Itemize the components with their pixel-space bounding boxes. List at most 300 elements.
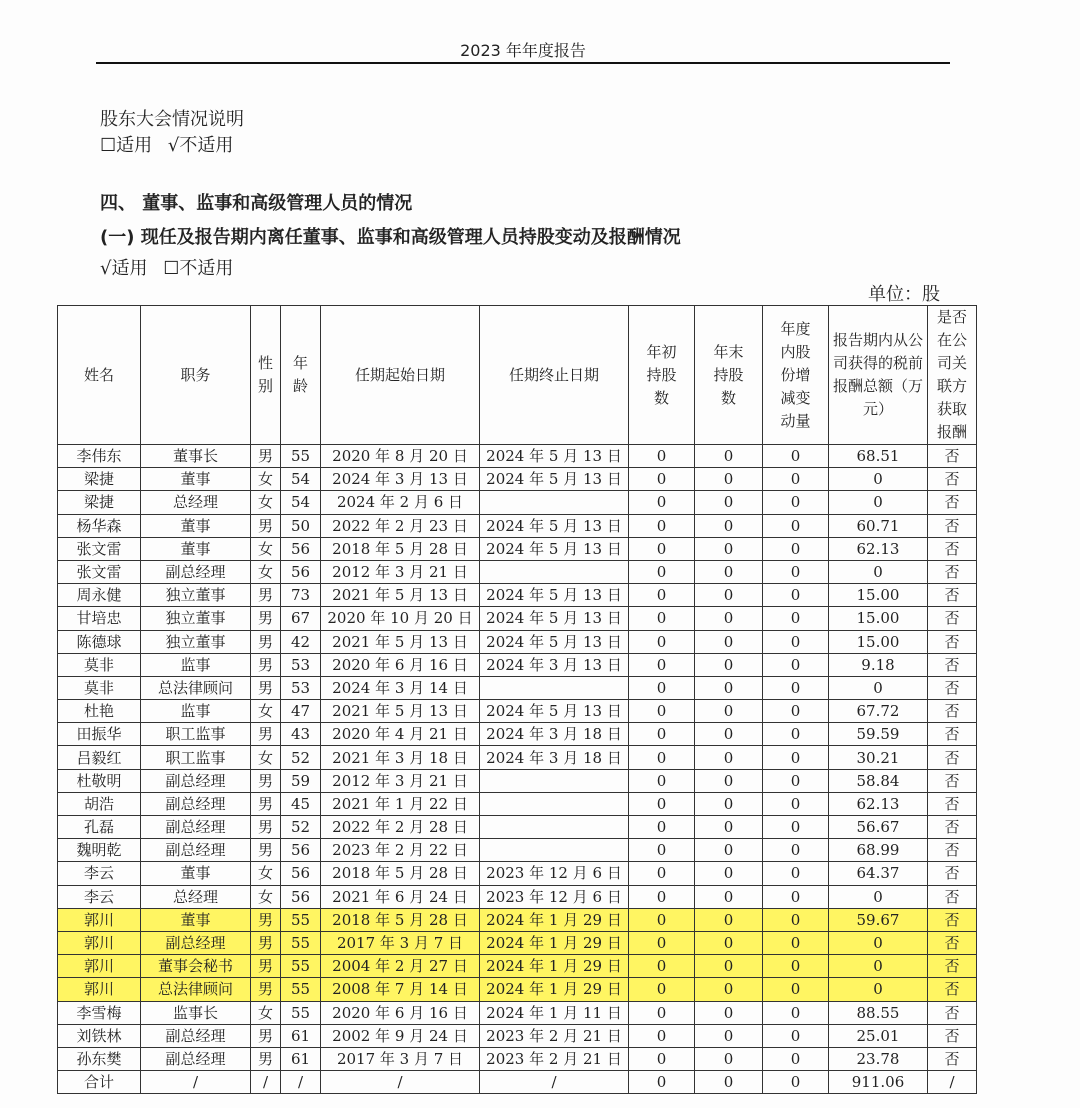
cell-share-change: 0 xyxy=(763,885,829,908)
cell-term-end: 2023 年 2 月 21 日 xyxy=(480,1024,629,1047)
cell-position: 独立董事 xyxy=(141,607,251,630)
cell-related-party-pay: 否 xyxy=(928,955,977,978)
cell-compensation: 0 xyxy=(829,560,928,583)
cell-name: 杨华森 xyxy=(58,514,141,537)
shareholder-meeting-title: 股东大会情况说明 xyxy=(100,109,244,130)
cell-term-start: 2017 年 3 月 7 日 xyxy=(321,931,480,954)
cell-share-change: 0 xyxy=(763,723,829,746)
cell-gender: 女 xyxy=(251,491,281,514)
cell-related-party-pay: 否 xyxy=(928,630,977,653)
cell-closing-shares: 0 xyxy=(695,468,763,491)
cell-position: 董事会秘书 xyxy=(141,955,251,978)
cell-compensation: 0 xyxy=(829,491,928,514)
cell-closing-shares: 0 xyxy=(695,931,763,954)
table-row xyxy=(58,445,977,468)
cell-name: 郭川 xyxy=(58,908,141,931)
cell-share-change: 0 xyxy=(763,607,829,630)
cell-position: 职工监事 xyxy=(141,723,251,746)
cell-name: 甘培忠 xyxy=(58,607,141,630)
cell-age: 61 xyxy=(281,1047,321,1070)
cell-related-party-pay: 否 xyxy=(928,1001,977,1024)
cell-gender: 男 xyxy=(251,584,281,607)
cell-age: 56 xyxy=(281,560,321,583)
col-header-closing-shares: 年末 持股 数 xyxy=(695,306,763,445)
table-row xyxy=(58,862,977,885)
cell-gender: / xyxy=(251,1071,281,1094)
cell-position: 董事 xyxy=(141,908,251,931)
cell-term-start: 2022 年 2 月 23 日 xyxy=(321,514,480,537)
cell-term-end: 2024 年 5 月 13 日 xyxy=(480,630,629,653)
cell-position: 副总经理 xyxy=(141,792,251,815)
cell-age: 55 xyxy=(281,445,321,468)
cell-related-party-pay: 否 xyxy=(928,723,977,746)
cell-opening-shares: 0 xyxy=(629,1047,695,1070)
cell-position: 监事 xyxy=(141,700,251,723)
cell-name: 杜艳 xyxy=(58,700,141,723)
cell-compensation: 15.00 xyxy=(829,630,928,653)
table-row xyxy=(58,1047,977,1070)
cell-related-party-pay: 否 xyxy=(928,653,977,676)
cell-term-end: 2023 年 12 月 6 日 xyxy=(480,885,629,908)
shareholder-meeting-options xyxy=(100,131,233,157)
cell-age: 52 xyxy=(281,816,321,839)
cell-age: 45 xyxy=(281,792,321,815)
cell-name: 周永健 xyxy=(58,584,141,607)
table-row xyxy=(58,978,977,1001)
cell-term-end: 2024 年 5 月 13 日 xyxy=(480,445,629,468)
cell-age: / xyxy=(281,1071,321,1094)
cell-position: 董事 xyxy=(141,537,251,560)
cell-related-party-pay: 否 xyxy=(928,584,977,607)
cell-related-party-pay: 否 xyxy=(928,607,977,630)
cell-term-start: 2020 年 6 月 16 日 xyxy=(321,1001,480,1024)
cell-related-party-pay: 否 xyxy=(928,978,977,1001)
table-row xyxy=(58,514,977,537)
cell-term-start: 2017 年 3 月 7 日 xyxy=(321,1047,480,1070)
cell-term-end: 2024 年 3 月 18 日 xyxy=(480,746,629,769)
cell-compensation: 0 xyxy=(829,676,928,699)
cell-age: 52 xyxy=(281,746,321,769)
cell-related-party-pay: 否 xyxy=(928,1047,977,1070)
cell-related-party-pay: 否 xyxy=(928,839,977,862)
col-header-age: 年 龄 xyxy=(281,306,321,445)
cell-gender: 男 xyxy=(251,816,281,839)
table-row xyxy=(58,816,977,839)
cell-share-change: 0 xyxy=(763,746,829,769)
cell-gender: 男 xyxy=(251,607,281,630)
cell-age: 54 xyxy=(281,468,321,491)
cell-related-party-pay: 否 xyxy=(928,676,977,699)
cell-share-change: 0 xyxy=(763,978,829,1001)
cell-share-change: 0 xyxy=(763,445,829,468)
cell-compensation: 59.67 xyxy=(829,908,928,931)
cell-age: 73 xyxy=(281,584,321,607)
cell-name: 张文雷 xyxy=(58,560,141,583)
cell-position: 副总经理 xyxy=(141,769,251,792)
cell-position: 董事 xyxy=(141,514,251,537)
cell-term-end: 2024 年 5 月 13 日 xyxy=(480,514,629,537)
cell-term-start: 2002 年 9 月 24 日 xyxy=(321,1024,480,1047)
cell-related-party-pay: 否 xyxy=(928,468,977,491)
cell-age: 67 xyxy=(281,607,321,630)
cell-closing-shares: 0 xyxy=(695,653,763,676)
cell-name: 胡浩 xyxy=(58,792,141,815)
cell-compensation: 64.37 xyxy=(829,862,928,885)
cell-term-start: 2022 年 2 月 28 日 xyxy=(321,816,480,839)
cell-gender: 男 xyxy=(251,769,281,792)
col-header-term-start: 任期起始日期 xyxy=(321,306,480,445)
cell-opening-shares: 0 xyxy=(629,839,695,862)
cell-name: 李云 xyxy=(58,862,141,885)
cell-share-change: 0 xyxy=(763,468,829,491)
cell-position: 监事 xyxy=(141,653,251,676)
cell-term-start: 2004 年 2 月 27 日 xyxy=(321,955,480,978)
cell-gender: 男 xyxy=(251,723,281,746)
cell-age: 56 xyxy=(281,537,321,560)
cell-position: 监事长 xyxy=(141,1001,251,1024)
cell-term-end xyxy=(480,560,629,583)
cell-term-start: 2020 年 10 月 20 日 xyxy=(321,607,480,630)
table-row xyxy=(58,653,977,676)
cell-compensation: 62.13 xyxy=(829,537,928,560)
cell-share-change: 0 xyxy=(763,862,829,885)
cell-term-start: 2024 年 3 月 14 日 xyxy=(321,676,480,699)
cell-share-change: 0 xyxy=(763,1047,829,1070)
cell-closing-shares: 0 xyxy=(695,769,763,792)
cell-related-party-pay: 否 xyxy=(928,537,977,560)
cell-term-start: 2020 年 8 月 20 日 xyxy=(321,445,480,468)
cell-share-change: 0 xyxy=(763,700,829,723)
cell-name: 陈德球 xyxy=(58,630,141,653)
col-header-name: 姓名 xyxy=(58,306,141,445)
cell-opening-shares: 0 xyxy=(629,676,695,699)
cell-age: 55 xyxy=(281,931,321,954)
cell-share-change: 0 xyxy=(763,955,829,978)
cell-compensation: 0 xyxy=(829,885,928,908)
table-row xyxy=(58,769,977,792)
table-row xyxy=(58,560,977,583)
cell-gender: 女 xyxy=(251,1001,281,1024)
cell-gender: 女 xyxy=(251,885,281,908)
cell-term-start: 2021 年 5 月 13 日 xyxy=(321,700,480,723)
cell-share-change: 0 xyxy=(763,908,829,931)
cell-closing-shares: 0 xyxy=(695,584,763,607)
cell-term-end: 2024 年 5 月 13 日 xyxy=(480,584,629,607)
report-header: 2023 年年度报告 xyxy=(460,41,586,60)
cell-related-party-pay: 否 xyxy=(928,746,977,769)
cell-opening-shares: 0 xyxy=(629,700,695,723)
cell-closing-shares: 0 xyxy=(695,630,763,653)
cell-closing-shares: 0 xyxy=(695,792,763,815)
cell-share-change: 0 xyxy=(763,1001,829,1024)
cell-opening-shares: 0 xyxy=(629,769,695,792)
cell-closing-shares: 0 xyxy=(695,885,763,908)
cell-term-start: 2023 年 2 月 22 日 xyxy=(321,839,480,862)
cell-age: 56 xyxy=(281,885,321,908)
table-row xyxy=(58,1024,977,1047)
cell-closing-shares: 0 xyxy=(695,1001,763,1024)
cell-name: 田振华 xyxy=(58,723,141,746)
cell-term-end: 2024 年 5 月 13 日 xyxy=(480,607,629,630)
cell-name: 吕毅红 xyxy=(58,746,141,769)
cell-related-party-pay: 否 xyxy=(928,1024,977,1047)
option-applicable: ☐适用 xyxy=(100,135,153,156)
cell-position: / xyxy=(141,1071,251,1094)
cell-age: 53 xyxy=(281,676,321,699)
cell-compensation: 9.18 xyxy=(829,653,928,676)
cell-term-end xyxy=(480,839,629,862)
table-row xyxy=(58,468,977,491)
cell-opening-shares: 0 xyxy=(629,491,695,514)
cell-gender: 男 xyxy=(251,839,281,862)
cell-position: 副总经理 xyxy=(141,1047,251,1070)
cell-term-end: 2024 年 1 月 29 日 xyxy=(480,955,629,978)
col-header-opening-shares: 年初 持股 数 xyxy=(629,306,695,445)
cell-term-end: 2024 年 1 月 29 日 xyxy=(480,908,629,931)
cell-position: 独立董事 xyxy=(141,584,251,607)
table-row xyxy=(58,607,977,630)
cell-opening-shares: 0 xyxy=(629,630,695,653)
cell-position: 董事长 xyxy=(141,445,251,468)
cell-opening-shares: 0 xyxy=(629,792,695,815)
cell-compensation: 0 xyxy=(829,931,928,954)
cell-opening-shares: 0 xyxy=(629,1071,695,1094)
table-row xyxy=(58,839,977,862)
cell-gender: 男 xyxy=(251,978,281,1001)
cell-name: 魏明乾 xyxy=(58,839,141,862)
table-header-row xyxy=(58,306,977,445)
cell-term-end xyxy=(480,676,629,699)
cell-gender: 男 xyxy=(251,1024,281,1047)
cell-name: 李伟东 xyxy=(58,445,141,468)
cell-closing-shares: 0 xyxy=(695,537,763,560)
cell-term-start: 2018 年 5 月 28 日 xyxy=(321,862,480,885)
table-row xyxy=(58,584,977,607)
table-row xyxy=(58,700,977,723)
col-header-position: 职务 xyxy=(141,306,251,445)
unit-label: 单位：股 xyxy=(868,284,940,305)
cell-closing-shares: 0 xyxy=(695,1047,763,1070)
cell-share-change: 0 xyxy=(763,630,829,653)
cell-closing-shares: 0 xyxy=(695,723,763,746)
cell-compensation: 60.71 xyxy=(829,514,928,537)
cell-age: 56 xyxy=(281,839,321,862)
cell-share-change: 0 xyxy=(763,816,829,839)
cell-term-start: 2012 年 3 月 21 日 xyxy=(321,560,480,583)
cell-opening-shares: 0 xyxy=(629,816,695,839)
cell-closing-shares: 0 xyxy=(695,862,763,885)
cell-position: 职工监事 xyxy=(141,746,251,769)
cell-position: 副总经理 xyxy=(141,560,251,583)
option-not-applicable: √不适用 xyxy=(167,135,234,156)
cell-name: 梁捷 xyxy=(58,468,141,491)
cell-term-end: 2023 年 12 月 6 日 xyxy=(480,862,629,885)
cell-name: 张文雷 xyxy=(58,537,141,560)
cell-opening-shares: 0 xyxy=(629,653,695,676)
cell-share-change: 0 xyxy=(763,491,829,514)
cell-compensation: 59.59 xyxy=(829,723,928,746)
cell-term-end: 2024 年 1 月 29 日 xyxy=(480,931,629,954)
cell-gender: 男 xyxy=(251,1047,281,1070)
cell-share-change: 0 xyxy=(763,931,829,954)
cell-name: 莫非 xyxy=(58,653,141,676)
cell-gender: 男 xyxy=(251,514,281,537)
cell-share-change: 0 xyxy=(763,839,829,862)
cell-term-start: 2008 年 7 月 14 日 xyxy=(321,978,480,1001)
cell-gender: 女 xyxy=(251,537,281,560)
cell-position: 总法律顾问 xyxy=(141,676,251,699)
cell-compensation: 67.72 xyxy=(829,700,928,723)
cell-share-change: 0 xyxy=(763,1024,829,1047)
cell-name: 郭川 xyxy=(58,931,141,954)
cell-term-start: 2012 年 3 月 21 日 xyxy=(321,769,480,792)
cell-compensation: 68.99 xyxy=(829,839,928,862)
cell-age: 61 xyxy=(281,1024,321,1047)
cell-name: 梁捷 xyxy=(58,491,141,514)
cell-position: 董事 xyxy=(141,862,251,885)
cell-name: 李云 xyxy=(58,885,141,908)
cell-opening-shares: 0 xyxy=(629,584,695,607)
cell-related-party-pay: 否 xyxy=(928,908,977,931)
cell-compensation: 0 xyxy=(829,468,928,491)
cell-name: 刘铁林 xyxy=(58,1024,141,1047)
cell-compensation: 62.13 xyxy=(829,792,928,815)
cell-term-end: 2024 年 5 月 13 日 xyxy=(480,537,629,560)
cell-closing-shares: 0 xyxy=(695,978,763,1001)
section-heading: 四、 董事、监事和高级管理人员的情况 xyxy=(100,193,413,214)
cell-term-end: 2024 年 1 月 11 日 xyxy=(480,1001,629,1024)
cell-term-end: 2024 年 1 月 29 日 xyxy=(480,978,629,1001)
cell-gender: 男 xyxy=(251,931,281,954)
cell-related-party-pay: 否 xyxy=(928,700,977,723)
cell-compensation: 68.51 xyxy=(829,445,928,468)
cell-share-change: 0 xyxy=(763,514,829,537)
cell-gender: 女 xyxy=(251,862,281,885)
table-row xyxy=(58,723,977,746)
cell-term-end: / xyxy=(480,1071,629,1094)
cell-closing-shares: 0 xyxy=(695,955,763,978)
col-header-related-party-pay: 是否 在公 司关 联方 获取 报酬 xyxy=(928,306,977,445)
cell-position: 副总经理 xyxy=(141,931,251,954)
cell-opening-shares: 0 xyxy=(629,537,695,560)
cell-term-end: 2024 年 5 月 13 日 xyxy=(480,700,629,723)
cell-term-start: 2021 年 6 月 24 日 xyxy=(321,885,480,908)
cell-related-party-pay: 否 xyxy=(928,560,977,583)
cell-closing-shares: 0 xyxy=(695,908,763,931)
option-not-applicable: ☐不适用 xyxy=(163,258,234,279)
cell-age: 54 xyxy=(281,491,321,514)
col-header-compensation: 报告期内从公 司获得的税前 报酬总额（万 元） xyxy=(829,306,928,445)
cell-term-start: 2020 年 4 月 21 日 xyxy=(321,723,480,746)
cell-term-start: 2020 年 6 月 16 日 xyxy=(321,653,480,676)
cell-gender: 男 xyxy=(251,908,281,931)
col-header-share-change: 年度 内股 份增 减变 动量 xyxy=(763,306,829,445)
table-row xyxy=(58,885,977,908)
section-options xyxy=(100,254,233,280)
cell-term-start: 2021 年 3 月 18 日 xyxy=(321,746,480,769)
table-row xyxy=(58,537,977,560)
cell-gender: 女 xyxy=(251,468,281,491)
cell-gender: 女 xyxy=(251,560,281,583)
cell-compensation: 30.21 xyxy=(829,746,928,769)
cell-related-party-pay: 否 xyxy=(928,769,977,792)
cell-gender: 女 xyxy=(251,700,281,723)
table-row xyxy=(58,746,977,769)
table-row xyxy=(58,676,977,699)
cell-closing-shares: 0 xyxy=(695,491,763,514)
cell-compensation: 58.84 xyxy=(829,769,928,792)
header-rule xyxy=(96,62,950,64)
cell-name: 孔磊 xyxy=(58,816,141,839)
table-row xyxy=(58,491,977,514)
section-subheading: (一) 现任及报告期内离任董事、监事和高级管理人员持股变动及报酬情况 xyxy=(100,227,681,248)
cell-position: 副总经理 xyxy=(141,1024,251,1047)
cell-term-end: 2024 年 5 月 13 日 xyxy=(480,468,629,491)
cell-age: 55 xyxy=(281,1001,321,1024)
cell-age: 47 xyxy=(281,700,321,723)
cell-opening-shares: 0 xyxy=(629,445,695,468)
cell-name: 李雪梅 xyxy=(58,1001,141,1024)
cell-position: 副总经理 xyxy=(141,839,251,862)
cell-compensation: 25.01 xyxy=(829,1024,928,1047)
cell-term-start: 2021 年 1 月 22 日 xyxy=(321,792,480,815)
table-row xyxy=(58,931,977,954)
cell-closing-shares: 0 xyxy=(695,700,763,723)
cell-opening-shares: 0 xyxy=(629,746,695,769)
cell-related-party-pay: 否 xyxy=(928,885,977,908)
cell-compensation: 0 xyxy=(829,955,928,978)
cell-age: 59 xyxy=(281,769,321,792)
cell-related-party-pay: 否 xyxy=(928,514,977,537)
cell-related-party-pay: 否 xyxy=(928,792,977,815)
cell-position: 总法律顾问 xyxy=(141,978,251,1001)
cell-term-end xyxy=(480,491,629,514)
cell-opening-shares: 0 xyxy=(629,723,695,746)
cell-opening-shares: 0 xyxy=(629,514,695,537)
cell-compensation: 88.55 xyxy=(829,1001,928,1024)
cell-opening-shares: 0 xyxy=(629,885,695,908)
cell-related-party-pay: 否 xyxy=(928,816,977,839)
cell-age: 55 xyxy=(281,955,321,978)
option-applicable: √适用 xyxy=(100,258,148,279)
cell-closing-shares: 0 xyxy=(695,746,763,769)
cell-term-end: 2023 年 2 月 21 日 xyxy=(480,1047,629,1070)
cell-share-change: 0 xyxy=(763,769,829,792)
cell-term-start: / xyxy=(321,1071,480,1094)
cell-term-end: 2024 年 3 月 18 日 xyxy=(480,723,629,746)
cell-closing-shares: 0 xyxy=(695,560,763,583)
holdings-table xyxy=(57,305,977,1094)
cell-name: 莫非 xyxy=(58,676,141,699)
table-row xyxy=(58,792,977,815)
table-row xyxy=(58,630,977,653)
cell-closing-shares: 0 xyxy=(695,1024,763,1047)
cell-term-start: 2024 年 3 月 13 日 xyxy=(321,468,480,491)
cell-position: 董事 xyxy=(141,468,251,491)
cell-share-change: 0 xyxy=(763,676,829,699)
cell-opening-shares: 0 xyxy=(629,955,695,978)
cell-compensation: 15.00 xyxy=(829,584,928,607)
cell-term-start: 2018 年 5 月 28 日 xyxy=(321,537,480,560)
cell-compensation: 23.78 xyxy=(829,1047,928,1070)
cell-age: 43 xyxy=(281,723,321,746)
table-row xyxy=(58,1001,977,1024)
cell-age: 50 xyxy=(281,514,321,537)
col-header-gender: 性 别 xyxy=(251,306,281,445)
cell-gender: 男 xyxy=(251,630,281,653)
cell-position: 总经理 xyxy=(141,491,251,514)
cell-opening-shares: 0 xyxy=(629,908,695,931)
